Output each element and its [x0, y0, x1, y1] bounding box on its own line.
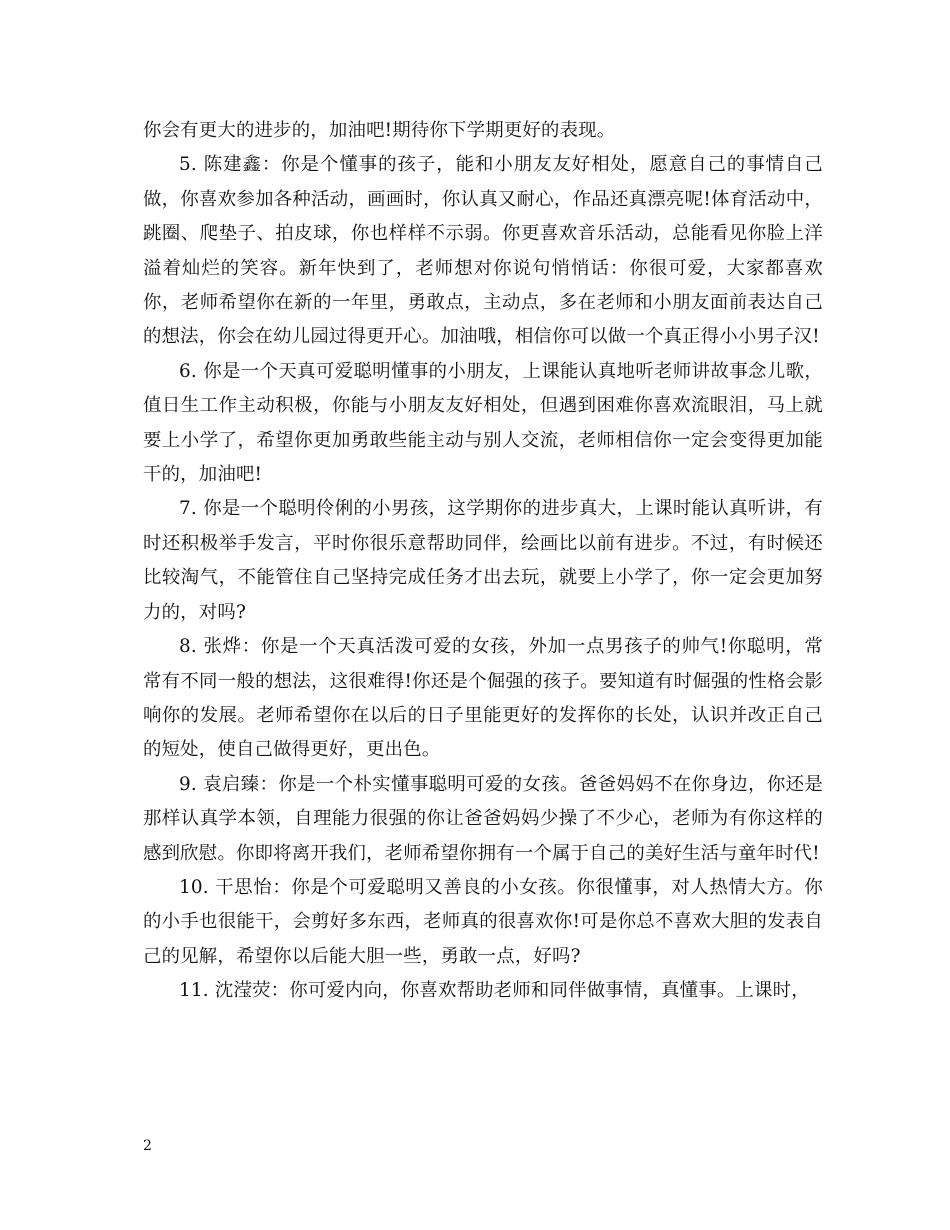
paragraph-comment-5: 5. 陈建鑫：你是个懂事的孩子，能和小朋友友好相处，愿意自己的事情自己做，你喜欢参加各种活动，画画时，你认真又耐心，作品还真漂亮呢!体育活动中，跳圈、爬垫子、拍皮球，你也样样不示弱。你更喜欢音乐活动，总能看见你脸上洋溢着灿烂的笑容。新年快到了，老师想对你说句悄悄话：你很可爱，大家都喜欢你，老师希望你在新的一年里，勇敢点，主动点，多在老师和小朋友面前表达自己的想法，你会在幼儿园过得更开心。加油哦，相信你可以做一个真正得小小男子汉!: [143, 154, 823, 348]
paragraph-comment-9: 9. 袁启臻：你是一个朴实懂事聪明可爱的女孩。爸爸妈妈不在你身边，你还是那样认真学本领，自理能力很强的你让爸爸妈妈少操了不少心，老师为有你这样的感到欣慰。你即将离开我们，老师希望你拥有一个属于自己的美好生活与童年时代!: [143, 773, 823, 864]
paragraph-comment-10: 10. 干思怡：你是个可爱聪明又善良的小女孩。你很懂事，对人热情大方。你的小手也很能干，会剪好多东西，老师真的很喜欢你!可是你总不喜欢大胆的发表自己的见解，希望你以后能大胆一些，勇敢一点，好吗?: [143, 876, 823, 967]
paragraph-comment-6: 6. 你是一个天真可爱聪明懂事的小朋友，上课能认真地听老师讲故事念儿歌，值日生工作主动积极，你能与小朋友友好相处，但遇到困难你喜欢流眼泪，马上就要上小学了，希望你更加勇敢些能主动与别人交流，老师相信你一定会变得更加能干的，加油吧!: [143, 360, 823, 486]
paragraph-comment-7: 7. 你是一个聪明伶俐的小男孩，这学期你的进步真大，上课时能认真听讲，有时还积极举手发言，平时你很乐意帮助同伴，绘画比以前有进步。不过，有时候还比较淘气，不能管住自己坚持完成任务才出去玩，就要上小学了，你一定会更加努力的，对吗?: [143, 498, 823, 623]
paragraph-continuation: 你会有更大的进步的，加油吧!期待你下学期更好的表现。: [143, 120, 616, 141]
document-body: [143, 114, 823, 1009]
paragraph-comment-8: 8. 张烨：你是一个天真活泼可爱的女孩，外加一点男孩子的帅气!你聪明，常常有不同一般的想法，这很难得!你还是个倔强的孩子。要知道有时倔强的性格会影响你的发展。老师希望你在以后的日子里能更好的发挥你的长处，认识并改正自己的短处，使自己做得更好，更出色。: [143, 636, 823, 761]
page-number: 2: [143, 1138, 152, 1154]
paragraph-comment-11: 11. 沈滢荧：你可爱内向，你喜欢帮助老师和同伴做事情，真懂事。上课时，: [179, 980, 810, 1002]
